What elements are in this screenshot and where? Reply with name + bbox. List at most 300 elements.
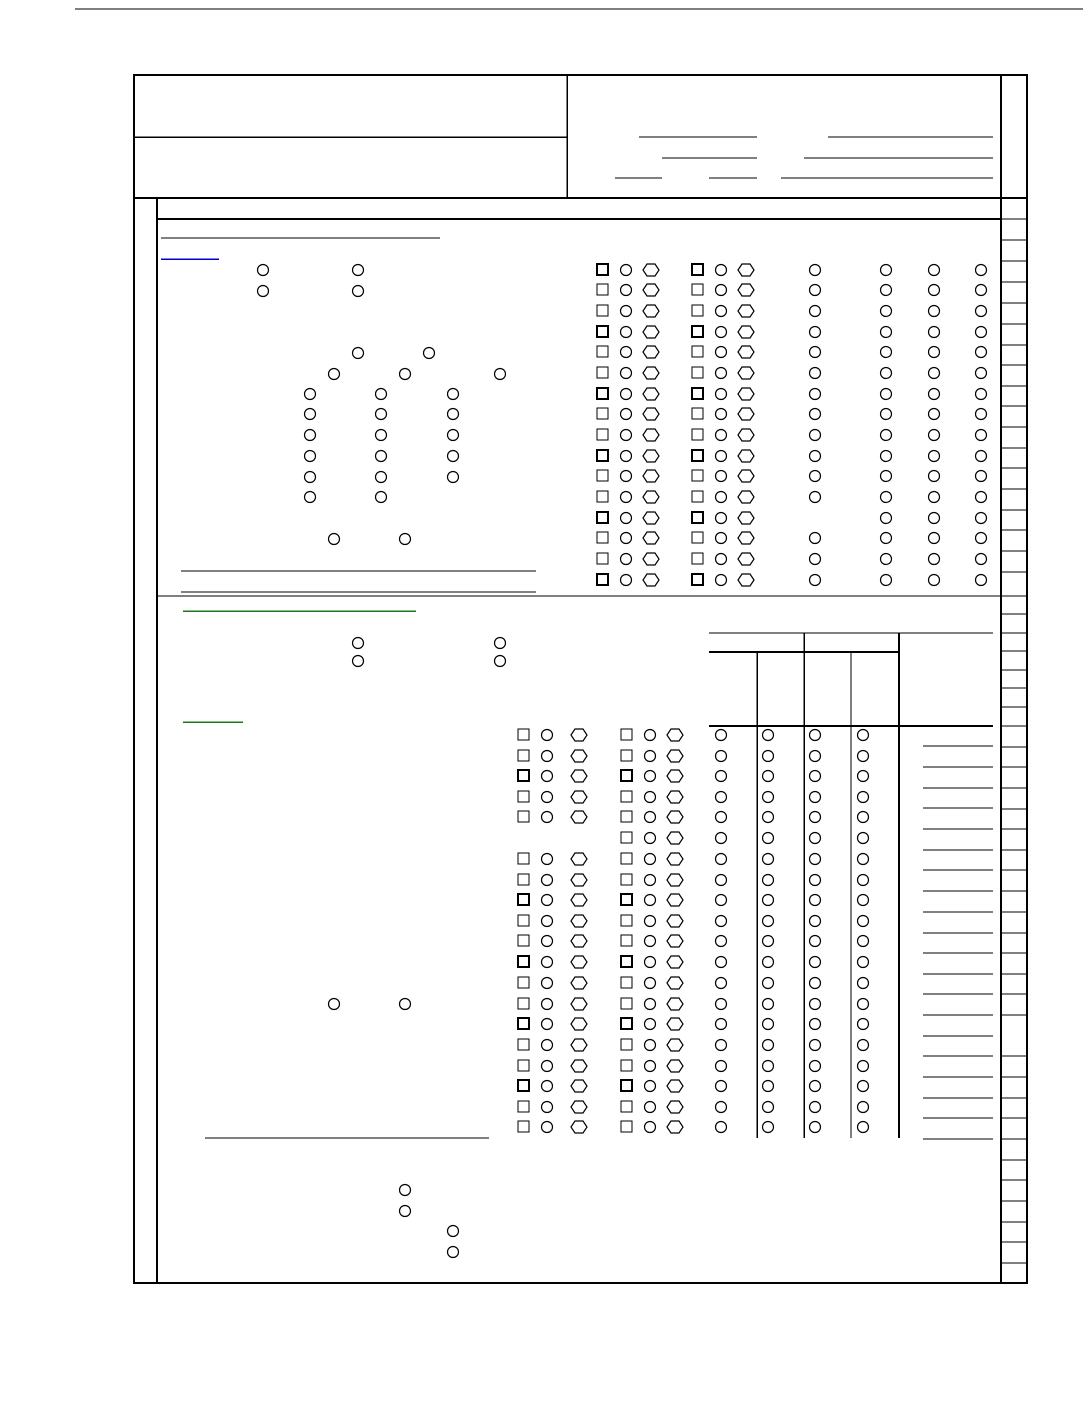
hexagon-icon[interactable] bbox=[738, 305, 754, 317]
radio-circle-icon[interactable] bbox=[353, 286, 364, 297]
radio-circle-icon[interactable] bbox=[976, 513, 987, 524]
checkbox-icon[interactable] bbox=[518, 1018, 529, 1029]
radio-circle-icon[interactable] bbox=[763, 875, 774, 886]
hexagon-icon[interactable] bbox=[643, 429, 659, 441]
radio-circle-icon[interactable] bbox=[810, 492, 821, 503]
radio-circle-icon[interactable] bbox=[881, 492, 892, 503]
radio-circle-icon[interactable] bbox=[716, 875, 727, 886]
radio-circle-icon[interactable] bbox=[810, 368, 821, 379]
radio-circle-icon[interactable] bbox=[716, 1061, 727, 1072]
radio-circle-icon[interactable] bbox=[929, 492, 940, 503]
checkbox-icon[interactable] bbox=[621, 1039, 632, 1050]
radio-circle-icon[interactable] bbox=[858, 1102, 869, 1113]
radio-circle-icon[interactable] bbox=[376, 409, 387, 420]
checkbox-icon[interactable] bbox=[692, 408, 703, 419]
radio-circle-icon[interactable] bbox=[716, 978, 727, 989]
radio-circle-icon[interactable] bbox=[645, 895, 656, 906]
radio-circle-icon[interactable] bbox=[353, 348, 364, 359]
hexagon-icon[interactable] bbox=[667, 1101, 683, 1113]
hexagon-icon[interactable] bbox=[571, 811, 587, 823]
radio-circle-icon[interactable] bbox=[448, 1247, 459, 1258]
checkbox-icon[interactable] bbox=[518, 998, 529, 1009]
hexagon-icon[interactable] bbox=[643, 408, 659, 420]
radio-circle-icon[interactable] bbox=[763, 730, 774, 741]
radio-circle-icon[interactable] bbox=[810, 730, 821, 741]
checkbox-icon[interactable] bbox=[597, 388, 608, 399]
radio-circle-icon[interactable] bbox=[810, 265, 821, 276]
radio-circle-icon[interactable] bbox=[810, 533, 821, 544]
radio-circle-icon[interactable] bbox=[976, 285, 987, 296]
checkbox-icon[interactable] bbox=[621, 874, 632, 885]
hexagon-icon[interactable] bbox=[738, 429, 754, 441]
radio-circle-icon[interactable] bbox=[763, 999, 774, 1010]
hexagon-icon[interactable] bbox=[571, 1018, 587, 1030]
radio-circle-icon[interactable] bbox=[716, 1040, 727, 1051]
radio-circle-icon[interactable] bbox=[810, 430, 821, 441]
radio-circle-icon[interactable] bbox=[542, 895, 553, 906]
hexagon-icon[interactable] bbox=[667, 915, 683, 927]
radio-circle-icon[interactable] bbox=[400, 1185, 411, 1196]
checkbox-icon[interactable] bbox=[621, 935, 632, 946]
radio-circle-icon[interactable] bbox=[353, 638, 364, 649]
radio-circle-icon[interactable] bbox=[810, 1102, 821, 1113]
radio-circle-icon[interactable] bbox=[858, 1019, 869, 1030]
checkbox-icon[interactable] bbox=[597, 532, 608, 543]
hexagon-icon[interactable] bbox=[571, 894, 587, 906]
radio-circle-icon[interactable] bbox=[810, 854, 821, 865]
radio-circle-icon[interactable] bbox=[763, 833, 774, 844]
radio-circle-icon[interactable] bbox=[621, 554, 632, 565]
radio-circle-icon[interactable] bbox=[716, 430, 727, 441]
hexagon-icon[interactable] bbox=[643, 284, 659, 296]
checkbox-icon[interactable] bbox=[692, 305, 703, 316]
hexagon-icon[interactable] bbox=[643, 264, 659, 276]
radio-circle-icon[interactable] bbox=[353, 265, 364, 276]
radio-circle-icon[interactable] bbox=[976, 265, 987, 276]
checkbox-icon[interactable] bbox=[518, 1121, 529, 1132]
hexagon-icon[interactable] bbox=[643, 553, 659, 565]
hexagon-icon[interactable] bbox=[667, 729, 683, 741]
radio-circle-icon[interactable] bbox=[645, 957, 656, 968]
radio-circle-icon[interactable] bbox=[810, 1081, 821, 1092]
radio-circle-icon[interactable] bbox=[716, 1019, 727, 1030]
hexagon-icon[interactable] bbox=[738, 450, 754, 462]
checkbox-icon[interactable] bbox=[518, 853, 529, 864]
radio-circle-icon[interactable] bbox=[621, 306, 632, 317]
radio-circle-icon[interactable] bbox=[858, 833, 869, 844]
radio-circle-icon[interactable] bbox=[645, 1122, 656, 1133]
checkbox-icon[interactable] bbox=[597, 367, 608, 378]
radio-circle-icon[interactable] bbox=[810, 327, 821, 338]
radio-circle-icon[interactable] bbox=[929, 451, 940, 462]
radio-circle-icon[interactable] bbox=[542, 812, 553, 823]
radio-circle-icon[interactable] bbox=[716, 285, 727, 296]
radio-circle-icon[interactable] bbox=[763, 1019, 774, 1030]
hexagon-icon[interactable] bbox=[738, 574, 754, 586]
radio-circle-icon[interactable] bbox=[645, 771, 656, 782]
hexagon-icon[interactable] bbox=[667, 935, 683, 947]
radio-circle-icon[interactable] bbox=[881, 430, 892, 441]
radio-circle-icon[interactable] bbox=[542, 1040, 553, 1051]
radio-circle-icon[interactable] bbox=[495, 638, 506, 649]
checkbox-icon[interactable] bbox=[692, 367, 703, 378]
hexagon-icon[interactable] bbox=[738, 367, 754, 379]
radio-circle-icon[interactable] bbox=[645, 812, 656, 823]
checkbox-icon[interactable] bbox=[692, 264, 703, 275]
hexagon-icon[interactable] bbox=[738, 470, 754, 482]
hexagon-icon[interactable] bbox=[738, 553, 754, 565]
radio-circle-icon[interactable] bbox=[976, 492, 987, 503]
radio-circle-icon[interactable] bbox=[621, 368, 632, 379]
radio-circle-icon[interactable] bbox=[645, 854, 656, 865]
radio-circle-icon[interactable] bbox=[929, 389, 940, 400]
radio-circle-icon[interactable] bbox=[976, 533, 987, 544]
radio-circle-icon[interactable] bbox=[645, 1040, 656, 1051]
radio-circle-icon[interactable] bbox=[716, 916, 727, 927]
radio-circle-icon[interactable] bbox=[858, 1122, 869, 1133]
radio-circle-icon[interactable] bbox=[929, 368, 940, 379]
checkbox-icon[interactable] bbox=[518, 1039, 529, 1050]
radio-circle-icon[interactable] bbox=[353, 656, 364, 667]
radio-circle-icon[interactable] bbox=[542, 1081, 553, 1092]
checkbox-icon[interactable] bbox=[621, 956, 632, 967]
checkbox-icon[interactable] bbox=[621, 729, 632, 740]
radio-circle-icon[interactable] bbox=[542, 751, 553, 762]
hexagon-icon[interactable] bbox=[667, 1039, 683, 1051]
radio-circle-icon[interactable] bbox=[621, 575, 632, 586]
radio-circle-icon[interactable] bbox=[881, 471, 892, 482]
radio-circle-icon[interactable] bbox=[810, 936, 821, 947]
radio-circle-icon[interactable] bbox=[976, 451, 987, 462]
radio-circle-icon[interactable] bbox=[495, 656, 506, 667]
hexagon-icon[interactable] bbox=[667, 998, 683, 1010]
checkbox-icon[interactable] bbox=[518, 977, 529, 988]
radio-circle-icon[interactable] bbox=[621, 285, 632, 296]
checkbox-icon[interactable] bbox=[518, 811, 529, 822]
radio-circle-icon[interactable] bbox=[763, 1040, 774, 1051]
checkbox-icon[interactable] bbox=[692, 429, 703, 440]
radio-circle-icon[interactable] bbox=[645, 833, 656, 844]
radio-circle-icon[interactable] bbox=[810, 812, 821, 823]
radio-circle-icon[interactable] bbox=[976, 471, 987, 482]
radio-circle-icon[interactable] bbox=[305, 389, 316, 400]
radio-circle-icon[interactable] bbox=[329, 369, 340, 380]
radio-circle-icon[interactable] bbox=[448, 389, 459, 400]
radio-circle-icon[interactable] bbox=[448, 1226, 459, 1237]
radio-circle-icon[interactable] bbox=[858, 771, 869, 782]
checkbox-icon[interactable] bbox=[518, 770, 529, 781]
checkbox-icon[interactable] bbox=[692, 470, 703, 481]
radio-circle-icon[interactable] bbox=[621, 265, 632, 276]
hexagon-icon[interactable] bbox=[571, 853, 587, 865]
radio-circle-icon[interactable] bbox=[763, 957, 774, 968]
hexagon-icon[interactable] bbox=[571, 1080, 587, 1092]
radio-circle-icon[interactable] bbox=[305, 430, 316, 441]
radio-circle-icon[interactable] bbox=[716, 854, 727, 865]
radio-circle-icon[interactable] bbox=[376, 472, 387, 483]
radio-circle-icon[interactable] bbox=[716, 1102, 727, 1113]
radio-circle-icon[interactable] bbox=[763, 1061, 774, 1072]
radio-circle-icon[interactable] bbox=[858, 999, 869, 1010]
checkbox-icon[interactable] bbox=[621, 1060, 632, 1071]
radio-circle-icon[interactable] bbox=[810, 306, 821, 317]
radio-circle-icon[interactable] bbox=[716, 999, 727, 1010]
radio-circle-icon[interactable] bbox=[976, 554, 987, 565]
checkbox-icon[interactable] bbox=[518, 935, 529, 946]
radio-circle-icon[interactable] bbox=[448, 409, 459, 420]
checkbox-icon[interactable] bbox=[597, 491, 608, 502]
hexagon-icon[interactable] bbox=[571, 915, 587, 927]
checkbox-icon[interactable] bbox=[621, 770, 632, 781]
radio-circle-icon[interactable] bbox=[763, 1081, 774, 1092]
checkbox-icon[interactable] bbox=[621, 998, 632, 1009]
hexagon-icon[interactable] bbox=[738, 408, 754, 420]
checkbox-icon[interactable] bbox=[621, 977, 632, 988]
radio-circle-icon[interactable] bbox=[645, 916, 656, 927]
radio-circle-icon[interactable] bbox=[929, 285, 940, 296]
radio-circle-icon[interactable] bbox=[448, 472, 459, 483]
radio-circle-icon[interactable] bbox=[645, 875, 656, 886]
radio-circle-icon[interactable] bbox=[929, 430, 940, 441]
radio-circle-icon[interactable] bbox=[716, 265, 727, 276]
hexagon-icon[interactable] bbox=[571, 956, 587, 968]
radio-circle-icon[interactable] bbox=[645, 751, 656, 762]
hexagon-icon[interactable] bbox=[643, 512, 659, 524]
hexagon-icon[interactable] bbox=[667, 1080, 683, 1092]
radio-circle-icon[interactable] bbox=[881, 368, 892, 379]
radio-circle-icon[interactable] bbox=[716, 327, 727, 338]
hexagon-icon[interactable] bbox=[571, 874, 587, 886]
radio-circle-icon[interactable] bbox=[258, 286, 269, 297]
hexagon-icon[interactable] bbox=[667, 956, 683, 968]
radio-circle-icon[interactable] bbox=[376, 451, 387, 462]
hexagon-icon[interactable] bbox=[643, 491, 659, 503]
radio-circle-icon[interactable] bbox=[645, 1081, 656, 1092]
radio-circle-icon[interactable] bbox=[305, 451, 316, 462]
hexagon-icon[interactable] bbox=[643, 532, 659, 544]
radio-circle-icon[interactable] bbox=[929, 554, 940, 565]
checkbox-icon[interactable] bbox=[621, 1018, 632, 1029]
checkbox-icon[interactable] bbox=[621, 811, 632, 822]
radio-circle-icon[interactable] bbox=[376, 389, 387, 400]
radio-circle-icon[interactable] bbox=[929, 471, 940, 482]
radio-circle-icon[interactable] bbox=[645, 1061, 656, 1072]
checkbox-icon[interactable] bbox=[518, 750, 529, 761]
radio-circle-icon[interactable] bbox=[716, 409, 727, 420]
checkbox-icon[interactable] bbox=[692, 553, 703, 564]
radio-circle-icon[interactable] bbox=[763, 771, 774, 782]
checkbox-icon[interactable] bbox=[597, 346, 608, 357]
hexagon-icon[interactable] bbox=[667, 832, 683, 844]
radio-circle-icon[interactable] bbox=[810, 471, 821, 482]
radio-circle-icon[interactable] bbox=[542, 792, 553, 803]
radio-circle-icon[interactable] bbox=[929, 409, 940, 420]
radio-circle-icon[interactable] bbox=[810, 1040, 821, 1051]
radio-circle-icon[interactable] bbox=[810, 978, 821, 989]
radio-circle-icon[interactable] bbox=[976, 368, 987, 379]
checkbox-icon[interactable] bbox=[621, 832, 632, 843]
radio-circle-icon[interactable] bbox=[716, 833, 727, 844]
hexagon-icon[interactable] bbox=[643, 367, 659, 379]
radio-circle-icon[interactable] bbox=[858, 1081, 869, 1092]
radio-circle-icon[interactable] bbox=[763, 978, 774, 989]
radio-circle-icon[interactable] bbox=[305, 492, 316, 503]
checkbox-icon[interactable] bbox=[518, 874, 529, 885]
radio-circle-icon[interactable] bbox=[881, 389, 892, 400]
checkbox-icon[interactable] bbox=[621, 791, 632, 802]
radio-circle-icon[interactable] bbox=[716, 471, 727, 482]
radio-circle-icon[interactable] bbox=[645, 792, 656, 803]
radio-circle-icon[interactable] bbox=[376, 492, 387, 503]
radio-circle-icon[interactable] bbox=[929, 347, 940, 358]
radio-circle-icon[interactable] bbox=[621, 430, 632, 441]
hexagon-icon[interactable] bbox=[571, 977, 587, 989]
hexagon-icon[interactable] bbox=[643, 305, 659, 317]
radio-circle-icon[interactable] bbox=[376, 430, 387, 441]
checkbox-icon[interactable] bbox=[597, 470, 608, 481]
radio-circle-icon[interactable] bbox=[542, 916, 553, 927]
checkbox-icon[interactable] bbox=[518, 1060, 529, 1071]
checkbox-icon[interactable] bbox=[597, 429, 608, 440]
radio-circle-icon[interactable] bbox=[716, 533, 727, 544]
radio-circle-icon[interactable] bbox=[881, 306, 892, 317]
hexagon-icon[interactable] bbox=[738, 512, 754, 524]
hexagon-icon[interactable] bbox=[571, 935, 587, 947]
radio-circle-icon[interactable] bbox=[716, 554, 727, 565]
radio-circle-icon[interactable] bbox=[810, 451, 821, 462]
radio-circle-icon[interactable] bbox=[305, 472, 316, 483]
radio-circle-icon[interactable] bbox=[763, 854, 774, 865]
radio-circle-icon[interactable] bbox=[810, 792, 821, 803]
radio-circle-icon[interactable] bbox=[329, 999, 340, 1010]
checkbox-icon[interactable] bbox=[692, 346, 703, 357]
radio-circle-icon[interactable] bbox=[858, 792, 869, 803]
hexagon-icon[interactable] bbox=[667, 853, 683, 865]
radio-circle-icon[interactable] bbox=[716, 575, 727, 586]
radio-circle-icon[interactable] bbox=[542, 854, 553, 865]
hexagon-icon[interactable] bbox=[667, 750, 683, 762]
radio-circle-icon[interactable] bbox=[810, 875, 821, 886]
radio-circle-icon[interactable] bbox=[810, 1122, 821, 1133]
radio-circle-icon[interactable] bbox=[542, 1102, 553, 1113]
radio-circle-icon[interactable] bbox=[976, 389, 987, 400]
radio-circle-icon[interactable] bbox=[810, 1019, 821, 1030]
hexagon-icon[interactable] bbox=[667, 1121, 683, 1133]
radio-circle-icon[interactable] bbox=[810, 575, 821, 586]
checkbox-icon[interactable] bbox=[621, 1080, 632, 1091]
radio-circle-icon[interactable] bbox=[542, 936, 553, 947]
radio-circle-icon[interactable] bbox=[716, 513, 727, 524]
checkbox-icon[interactable] bbox=[621, 1121, 632, 1132]
checkbox-icon[interactable] bbox=[692, 450, 703, 461]
radio-circle-icon[interactable] bbox=[881, 327, 892, 338]
radio-circle-icon[interactable] bbox=[881, 347, 892, 358]
radio-circle-icon[interactable] bbox=[645, 978, 656, 989]
hexagon-icon[interactable] bbox=[643, 346, 659, 358]
radio-circle-icon[interactable] bbox=[810, 389, 821, 400]
radio-circle-icon[interactable] bbox=[542, 999, 553, 1010]
hexagon-icon[interactable] bbox=[667, 1060, 683, 1072]
radio-circle-icon[interactable] bbox=[810, 771, 821, 782]
radio-circle-icon[interactable] bbox=[400, 534, 411, 545]
radio-circle-icon[interactable] bbox=[763, 895, 774, 906]
radio-circle-icon[interactable] bbox=[495, 369, 506, 380]
hexagon-icon[interactable] bbox=[571, 791, 587, 803]
radio-circle-icon[interactable] bbox=[858, 812, 869, 823]
radio-circle-icon[interactable] bbox=[645, 730, 656, 741]
radio-circle-icon[interactable] bbox=[810, 895, 821, 906]
radio-circle-icon[interactable] bbox=[716, 368, 727, 379]
radio-circle-icon[interactable] bbox=[621, 533, 632, 544]
radio-circle-icon[interactable] bbox=[810, 833, 821, 844]
radio-circle-icon[interactable] bbox=[929, 306, 940, 317]
radio-circle-icon[interactable] bbox=[858, 1061, 869, 1072]
radio-circle-icon[interactable] bbox=[542, 1019, 553, 1030]
radio-circle-icon[interactable] bbox=[858, 936, 869, 947]
hexagon-icon[interactable] bbox=[571, 770, 587, 782]
radio-circle-icon[interactable] bbox=[400, 1206, 411, 1217]
radio-circle-icon[interactable] bbox=[305, 409, 316, 420]
radio-circle-icon[interactable] bbox=[542, 771, 553, 782]
radio-circle-icon[interactable] bbox=[542, 978, 553, 989]
radio-circle-icon[interactable] bbox=[858, 978, 869, 989]
radio-circle-icon[interactable] bbox=[542, 1122, 553, 1133]
radio-circle-icon[interactable] bbox=[976, 347, 987, 358]
radio-circle-icon[interactable] bbox=[621, 347, 632, 358]
radio-circle-icon[interactable] bbox=[716, 306, 727, 317]
hexagon-icon[interactable] bbox=[643, 388, 659, 400]
checkbox-icon[interactable] bbox=[518, 956, 529, 967]
hexagon-icon[interactable] bbox=[571, 750, 587, 762]
radio-circle-icon[interactable] bbox=[716, 771, 727, 782]
radio-circle-icon[interactable] bbox=[881, 409, 892, 420]
radio-circle-icon[interactable] bbox=[858, 957, 869, 968]
radio-circle-icon[interactable] bbox=[881, 554, 892, 565]
radio-circle-icon[interactable] bbox=[810, 999, 821, 1010]
hexagon-icon[interactable] bbox=[738, 284, 754, 296]
radio-circle-icon[interactable] bbox=[716, 792, 727, 803]
checkbox-icon[interactable] bbox=[597, 264, 608, 275]
checkbox-icon[interactable] bbox=[621, 915, 632, 926]
hexagon-icon[interactable] bbox=[667, 894, 683, 906]
checkbox-icon[interactable] bbox=[597, 326, 608, 337]
hexagon-icon[interactable] bbox=[667, 977, 683, 989]
hexagon-icon[interactable] bbox=[667, 770, 683, 782]
radio-circle-icon[interactable] bbox=[976, 575, 987, 586]
checkbox-icon[interactable] bbox=[518, 894, 529, 905]
radio-circle-icon[interactable] bbox=[329, 534, 340, 545]
radio-circle-icon[interactable] bbox=[976, 306, 987, 317]
radio-circle-icon[interactable] bbox=[716, 451, 727, 462]
checkbox-icon[interactable] bbox=[621, 894, 632, 905]
radio-circle-icon[interactable] bbox=[763, 812, 774, 823]
radio-circle-icon[interactable] bbox=[716, 492, 727, 503]
hexagon-icon[interactable] bbox=[571, 1101, 587, 1113]
checkbox-icon[interactable] bbox=[692, 512, 703, 523]
checkbox-icon[interactable] bbox=[518, 1101, 529, 1112]
radio-circle-icon[interactable] bbox=[929, 575, 940, 586]
radio-circle-icon[interactable] bbox=[621, 389, 632, 400]
radio-circle-icon[interactable] bbox=[400, 369, 411, 380]
hexagon-icon[interactable] bbox=[571, 1039, 587, 1051]
radio-circle-icon[interactable] bbox=[716, 1122, 727, 1133]
hexagon-icon[interactable] bbox=[667, 1018, 683, 1030]
radio-circle-icon[interactable] bbox=[858, 895, 869, 906]
radio-circle-icon[interactable] bbox=[858, 730, 869, 741]
checkbox-icon[interactable] bbox=[692, 326, 703, 337]
radio-circle-icon[interactable] bbox=[716, 751, 727, 762]
radio-circle-icon[interactable] bbox=[929, 533, 940, 544]
